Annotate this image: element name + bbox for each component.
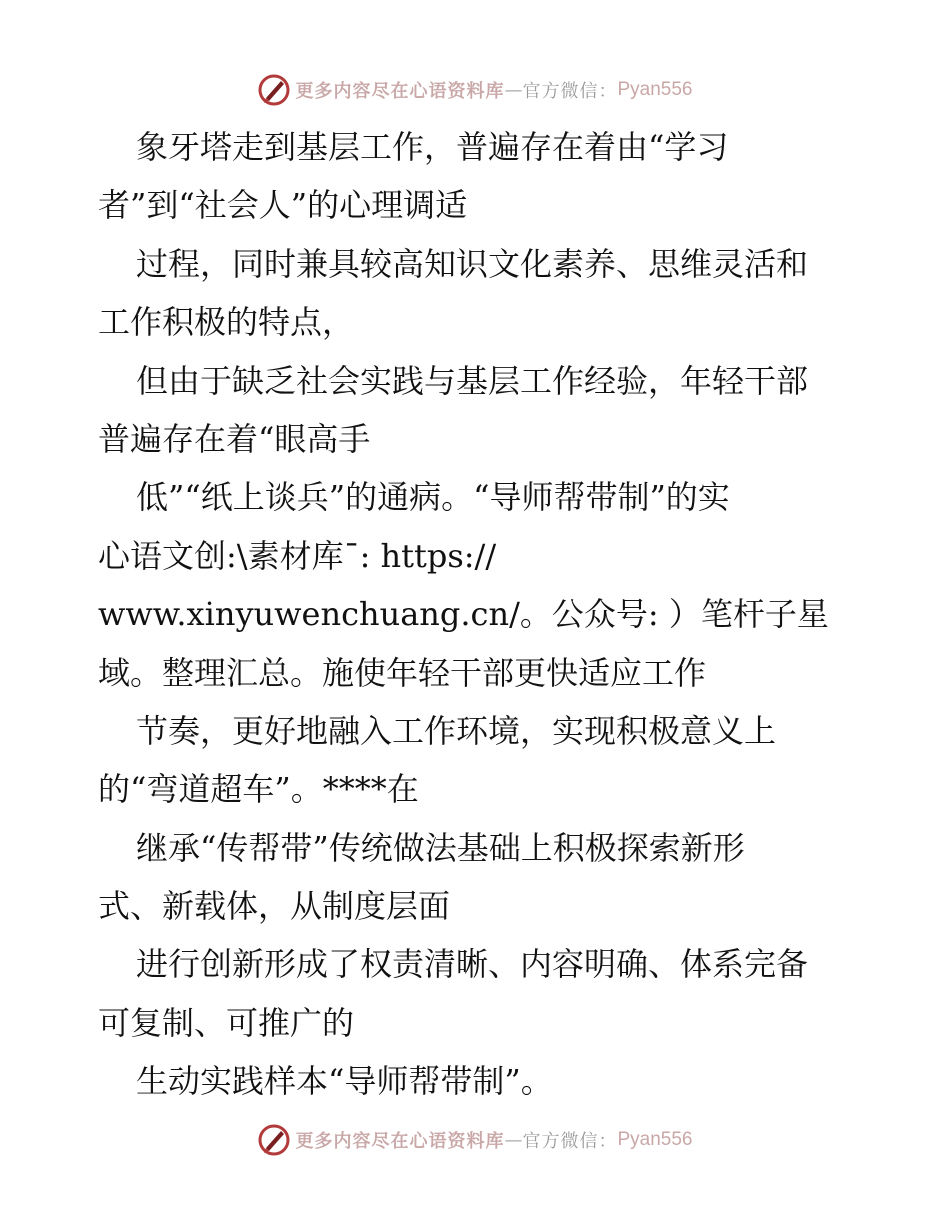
- header-watermark: [0, 70, 950, 110]
- text-line: 但由于缺乏社会实践与基层工作经验，年轻干部: [136, 361, 809, 400]
- pen-logo-icon: [257, 73, 291, 107]
- text-line: 式、新载体，从制度层面: [98, 887, 451, 926]
- text-line: 过程，同时兼具较高知识文化素养、思维灵活和: [136, 244, 809, 283]
- text-line: 继承“传帮带”传统做法基础上积极探索新形: [136, 828, 745, 867]
- banner-wechat-id: Pyan556: [617, 1129, 693, 1150]
- banner-official-label: 官方微信：: [522, 1131, 618, 1152]
- text-line: 心语文创:\素材库¯: https://: [98, 536, 497, 575]
- text-line: 进行创新形成了权责清晰、内容明确、体系完备: [136, 945, 809, 984]
- banner-official-label: 官方微信：: [522, 81, 618, 102]
- text-line: 者”到“社会人”的心理调适: [98, 186, 468, 225]
- banner-separator: —: [504, 79, 523, 101]
- text-line: 的“弯道超车”。****在: [98, 770, 419, 809]
- text-line: 域。整理汇总。施使年轻干部更快适应工作: [98, 653, 707, 692]
- text-line: 普遍存在着“眼高手: [98, 419, 371, 458]
- banner-main-text: 更多内容尽在心语资料库: [295, 81, 505, 102]
- document-body: [98, 118, 868, 1111]
- text-line: www.xinyuwenchuang.cn/。公众号: ）笔杆子星: [98, 595, 829, 634]
- text-line: 象牙塔走到基层工作，普遍存在着由“学习: [136, 128, 729, 166]
- text-line: 生动实践样本“导师帮带制”。: [136, 1062, 553, 1101]
- banner-separator: —: [504, 1129, 523, 1151]
- banner-main-text: 更多内容尽在心语资料库: [295, 1131, 505, 1152]
- banner-wechat-id: Pyan556: [617, 79, 693, 100]
- footer-watermark: [0, 1120, 950, 1160]
- pen-logo-icon: [257, 1123, 291, 1157]
- text-line: 可复制、可推广的: [98, 1003, 355, 1042]
- text-line: 工作积极的特点，: [98, 303, 355, 342]
- text-line: 节奏，更好地融入工作环境，实现积极意义上: [136, 711, 777, 750]
- text-line: 低”“纸上谈兵”的通病。“导师帮带制”的实: [136, 478, 730, 517]
